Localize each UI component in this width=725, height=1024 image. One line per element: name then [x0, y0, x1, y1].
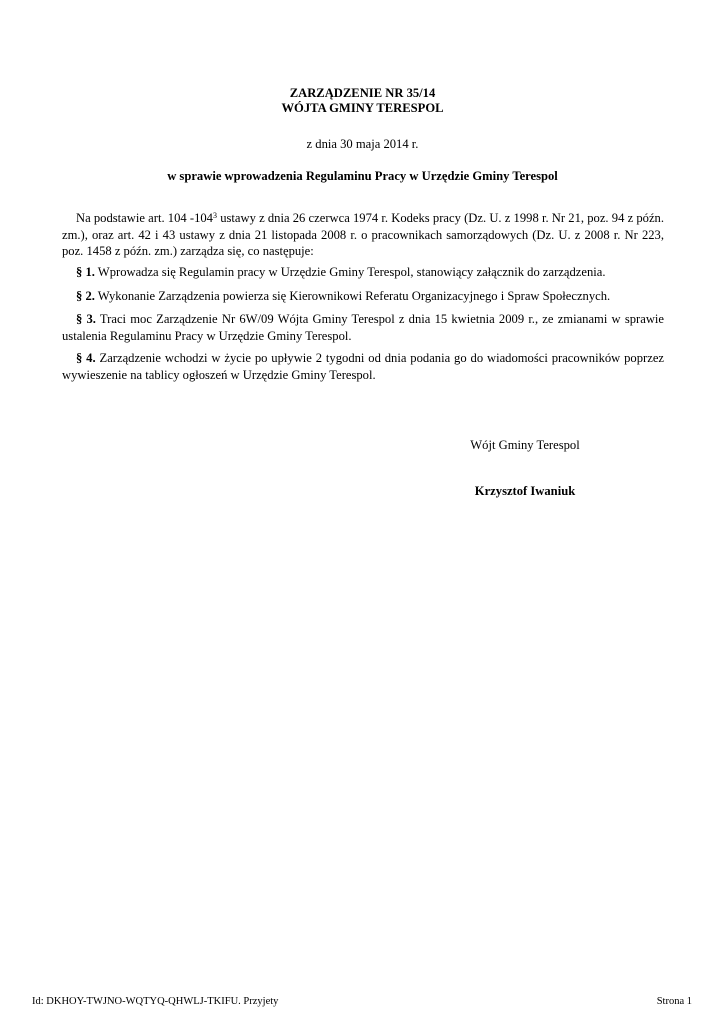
- section-1-label: § 1.: [76, 265, 95, 279]
- section-3-label: § 3.: [76, 312, 96, 326]
- signatory-name: Krzysztof Iwaniuk: [474, 484, 576, 498]
- legal-basis-text-end: ustawy z dnia 26 czerwca 1974 r. Kodeks pracy (Dz. U. z 1998 r. Nr 21, poz. 94 z późn. zm.), oraz art. 42 i 43 ustawy z dnia 21 listopada 2008 r. o pracownikach samorządowych (Dz. U. z 2008 r. Nr 223, poz. 1458 z późn. zm.) zarządza się, co następuje:: [62, 211, 665, 258]
- legal-basis-text-start: Na podstawie art. 104 -104: [76, 211, 213, 225]
- section-2-text: Wykonanie Zarządzenia powierza się Kierownikowi Referatu Organizacyjnego i Spraw Społecznych.: [94, 289, 611, 303]
- section-2-label: § 2.: [76, 289, 95, 303]
- document-title-line-1: ZARZĄDZENIE NR 35/14: [289, 86, 436, 100]
- signatory-title: Wójt Gminy Terespol: [470, 438, 580, 452]
- section-2-paragraph: [62, 288, 664, 305]
- document-title-line-2: WÓJTA GMINY TERESPOL: [281, 101, 444, 115]
- section-4-text: Zarządzenie wchodzi w życie po upływie 2 tygodni od dnia podania go do wiadomości pracowników poprzez wywieszenie na tablicy ogłoszeń w Urzędzie Gminy Terespol.: [62, 351, 664, 382]
- section-1-text: Wprowadza się Regulamin pracy w Urzędzie Gminy Terespol, stanowiący załącznik do zarządzenia.: [94, 265, 606, 279]
- section-4-label: § 4.: [76, 351, 96, 365]
- legal-basis-paragraph: [62, 210, 664, 260]
- section-3-paragraph: [62, 311, 664, 344]
- section-3-text: Traci moc Zarządzenie Nr 6W/09 Wójta Gminy Terespol z dnia 15 kwietnia 2009 r., ze zmianami w sprawie ustalenia Regulaminu Pracy w Urzędzie Gminy Terespol.: [62, 312, 665, 343]
- document-subject: w sprawie wprowadzenia Regulaminu Pracy w Urzędzie Gminy Terespol: [167, 169, 558, 183]
- document-date: z dnia 30 maja 2014 r.: [306, 137, 419, 151]
- legal-basis-superscript: 3: [212, 211, 217, 220]
- section-4-paragraph: [62, 350, 664, 383]
- footer-page-number: Strona 1: [656, 996, 692, 1007]
- section-1-paragraph: [62, 264, 664, 281]
- footer-document-id: Id: DKHOY-TWJNO-WQTYQ-QHWLJ-TKIFU. Przyjety: [32, 996, 279, 1007]
